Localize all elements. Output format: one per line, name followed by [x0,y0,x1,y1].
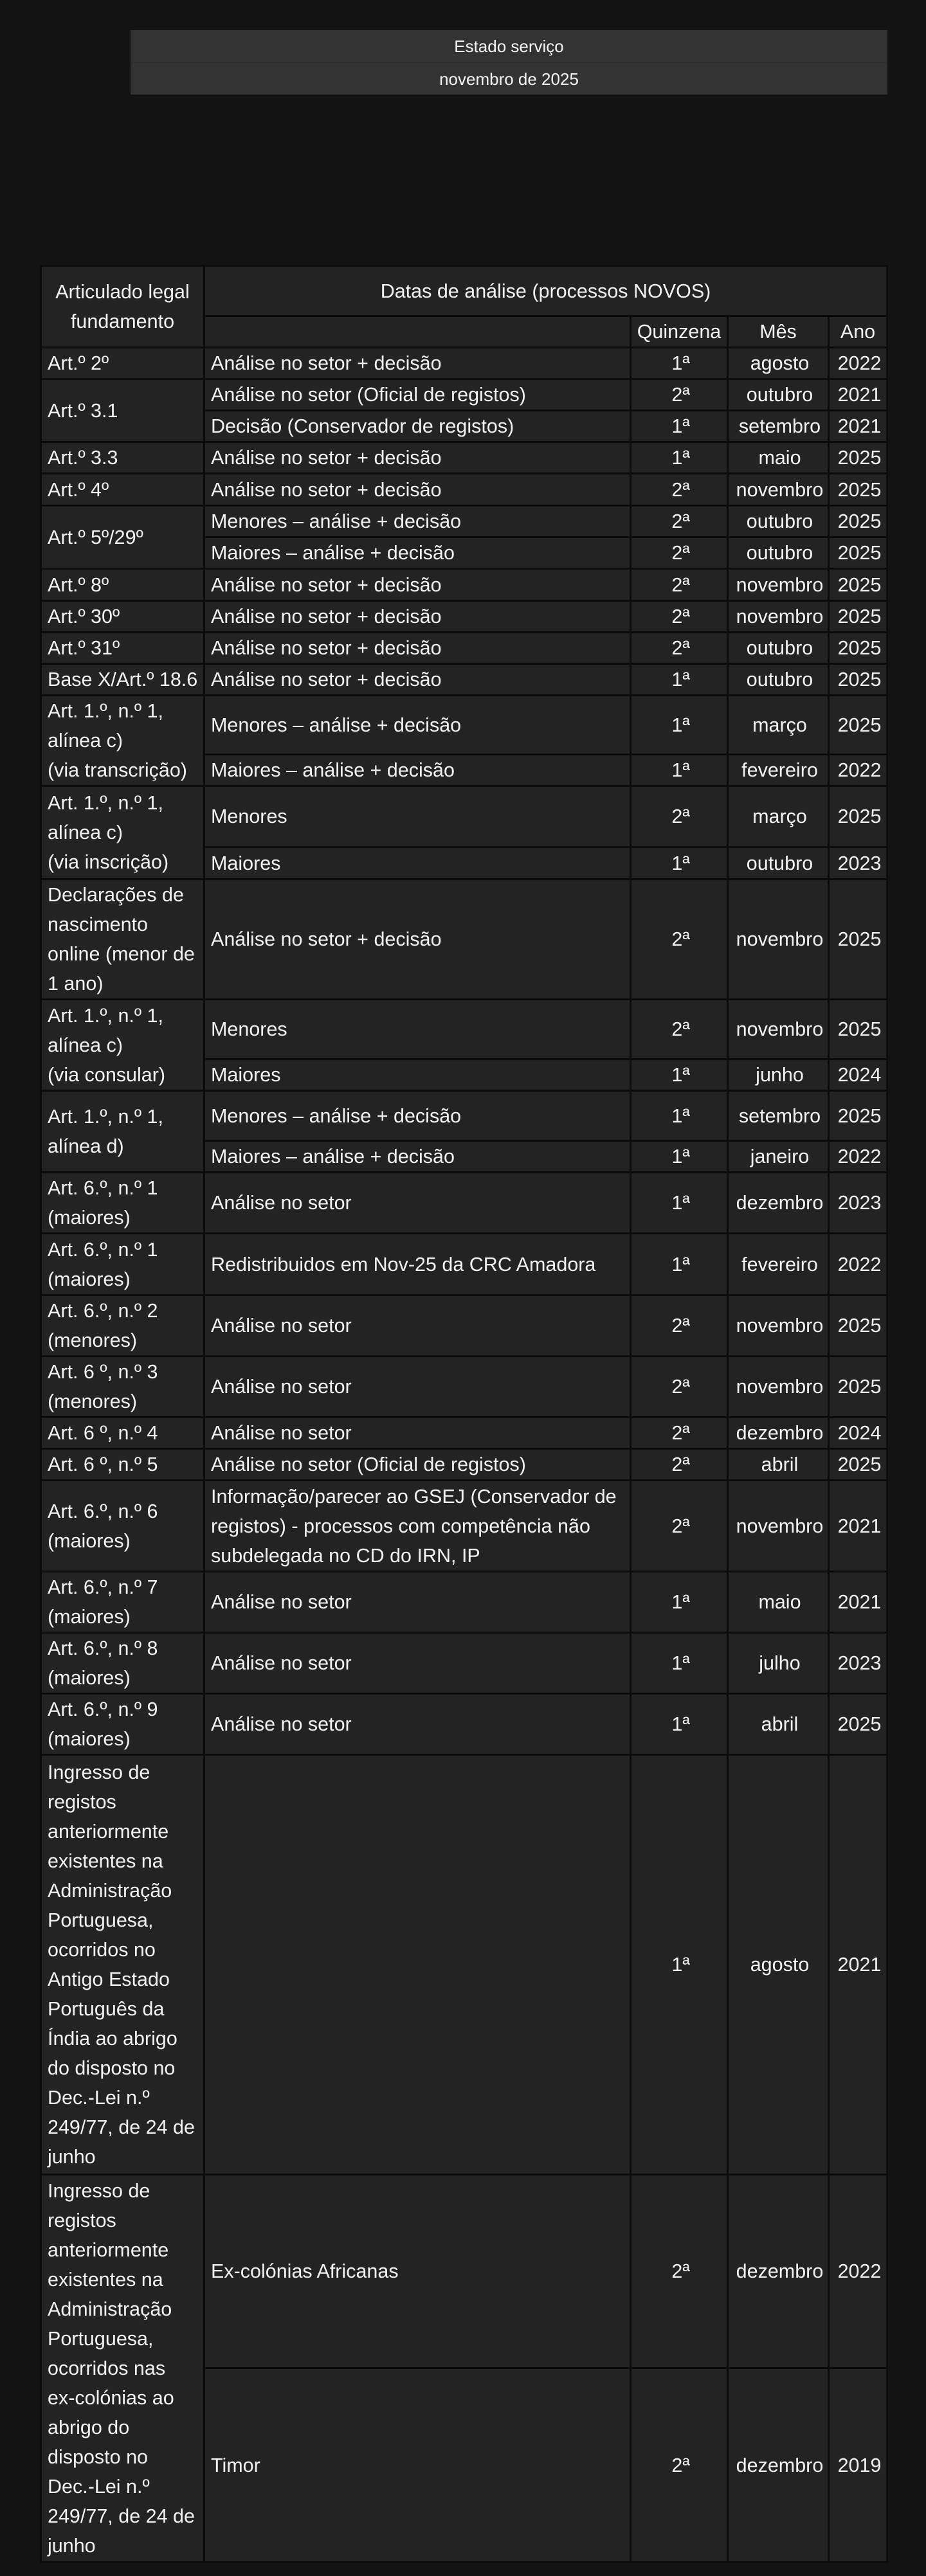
legal-basis-cell: Base X/Art.º 18.6 [42,665,203,694]
year-cell: 2021 [830,1481,886,1571]
legal-basis-cell: Art. 6.º, n.º 8 (maiores) [42,1634,203,1693]
description-cell: Maiores – análise + decisão [205,538,630,568]
year-cell: 2022 [830,1142,886,1171]
year-cell: 2025 [830,633,886,663]
fortnight-cell: 1ª [631,411,727,441]
table-row [42,380,886,410]
month-cell: novembro [729,880,828,998]
table-row [42,602,886,631]
fortnight-cell: 2ª [631,474,727,505]
description-cell: Análise no setor (Oficial de registos) [205,1450,630,1479]
table-row [42,1296,886,1355]
fortnight-cell: 1ª [631,1092,727,1140]
legal-basis-cell: Art.º 2º [42,348,203,378]
fortnight-cell: 2ª [631,507,727,536]
month-cell: novembro [729,1000,828,1058]
legal-basis-cell: Art. 6 º, n.º 4 [42,1418,203,1448]
legal-basis-cell: Art. 6 º, n.º 3 (menores) [42,1357,203,1416]
description-cell: Análise no setor + decisão [205,880,630,998]
table-row [42,348,886,378]
table-row [42,1756,886,2174]
month-cell: novembro [729,570,828,600]
description-cell: Análise no setor + decisão [205,348,630,378]
legal-basis-cell: Art.º 31º [42,633,203,663]
month-cell: maio [729,1572,828,1632]
month-cell: novembro [729,1296,828,1355]
table-row [42,880,886,998]
table-row [42,1695,886,1754]
year-cell: 2025 [830,443,886,473]
description-cell: Menores – análise + decisão [205,1092,630,1140]
legal-basis-cell: Art.º 30º [42,602,203,631]
fortnight-cell: 1ª [631,1634,727,1693]
table-row [42,665,886,694]
month-cell: abril [729,1695,828,1754]
month-cell: outubro [729,380,828,410]
year-cell: 2023 [830,848,886,878]
legal-basis-cell: Art.º 5º/29º [42,507,203,568]
fortnight-cell: 1ª [631,665,727,694]
month-cell: outubro [729,665,828,694]
description-cell: Análise no setor [205,1173,630,1232]
table-row [42,1000,886,1058]
month-cell: março [729,787,828,846]
table-row [42,570,886,600]
month-cell: julho [729,1634,828,1693]
legal-basis-cell: Art. 6.º, n.º 1 (maiores) [42,1173,203,1232]
table-row [42,1357,886,1416]
fortnight-cell: 1ª [631,1060,727,1090]
description-cell: Análise no setor + decisão [205,633,630,663]
legal-basis-cell: Art.º 4º [42,474,203,505]
year-cell: 2021 [830,411,886,441]
legal-basis-cell: Art. 1.º, n.º 1, alínea c) (via inscrição) [42,787,203,878]
month-cell: fevereiro [729,755,828,785]
month-cell: dezembro [729,1418,828,1448]
description-cell: Análise no setor + decisão [205,474,630,505]
year-cell: 2022 [830,1234,886,1294]
fortnight-cell: 2ª [631,380,727,410]
description-cell: Análise no setor (Oficial de registos) [205,380,630,410]
fortnight-cell: 1ª [631,1756,727,2174]
description-cell: Menores [205,787,630,846]
legal-basis-cell: Art. 6 º, n.º 5 [42,1450,203,1479]
month-cell: setembro [729,1092,828,1140]
fortnight-cell: 2ª [631,570,727,600]
description-cell: Análise no setor [205,1296,630,1355]
month-cell: outubro [729,633,828,663]
table-row [42,507,886,536]
description-cell [205,1756,630,2174]
month-cell: maio [729,443,828,473]
description-cell: Análise no setor + decisão [205,443,630,473]
year-cell: 2022 [830,2175,886,2367]
legal-basis-cell: Art. 6.º, n.º 9 (maiores) [42,1695,203,1754]
month-cell: dezembro [729,2369,828,2561]
year-cell: 2024 [830,1418,886,1448]
month-cell: outubro [729,848,828,878]
legal-basis-cell: Art. 1.º, n.º 1, alínea d) [42,1092,203,1171]
table-body [42,348,886,2561]
description-cell: Decisão (Conservador de registos) [205,411,630,441]
legal-basis-cell: Art. 1.º, n.º 1, alínea c) (via consular) [42,1000,203,1090]
table-row [42,1634,886,1693]
year-cell: 2025 [830,1450,886,1479]
description-cell: Menores – análise + decisão [205,696,630,753]
description-cell: Maiores [205,848,630,878]
fortnight-cell: 1ª [631,696,727,753]
year-cell: 2025 [830,1695,886,1754]
description-cell: Informação/parecer ao GSEJ (Conservador de registos) - processos com competência não subdelegada no CD do IRN, IP [205,1481,630,1571]
fortnight-cell: 1ª [631,1173,727,1232]
header-analysis-dates: Datas de análise (processos NOVOS) [205,267,886,315]
legal-basis-cell: Declarações de nascimento online (menor de 1 ano) [42,880,203,998]
fortnight-cell: 2ª [631,787,727,846]
year-cell: 2024 [830,1060,886,1090]
description-cell: Ex-colónias Africanas [205,2175,630,2367]
table-row [42,1173,886,1232]
table-row [42,1234,886,1294]
month-cell: novembro [729,602,828,631]
year-cell: 2025 [830,696,886,753]
description-cell: Análise no setor [205,1418,630,1448]
fortnight-cell: 2ª [631,1357,727,1416]
table-row [42,443,886,473]
month-cell: novembro [729,1481,828,1571]
month-cell: abril [729,1450,828,1479]
status-title: Estado serviço [454,37,564,56]
month-cell: março [729,696,828,753]
year-cell: 2025 [830,1000,886,1058]
fortnight-cell: 1ª [631,443,727,473]
description-cell: Análise no setor + decisão [205,570,630,600]
description-cell: Análise no setor [205,1634,630,1693]
fortnight-cell: 1ª [631,755,727,785]
header-blank [205,317,630,347]
month-cell: agosto [729,348,828,378]
description-cell: Menores [205,1000,630,1058]
description-cell: Timor [205,2369,630,2561]
fortnight-cell: 2ª [631,2175,727,2367]
table-row [42,696,886,753]
table-row [42,1481,886,1571]
status-header [131,30,887,95]
year-cell: 2025 [830,1357,886,1416]
month-cell: novembro [729,474,828,505]
fortnight-cell: 2ª [631,602,727,631]
fortnight-cell: 2ª [631,880,727,998]
fortnight-cell: 2ª [631,538,727,568]
table-row [42,1092,886,1140]
year-cell: 2025 [830,1296,886,1355]
fortnight-cell: 2ª [631,1418,727,1448]
year-cell: 2021 [830,380,886,410]
description-cell: Análise no setor + decisão [205,602,630,631]
year-cell: 2019 [830,2369,886,2561]
year-cell: 2025 [830,507,886,536]
header-fortnight: Quinzena [631,317,727,347]
year-cell: 2025 [830,602,886,631]
legal-basis-cell: Art. 6.º, n.º 7 (maiores) [42,1572,203,1632]
month-cell: dezembro [729,1173,828,1232]
year-cell: 2025 [830,880,886,998]
fortnight-cell: 1ª [631,1695,727,1754]
header-legal-basis: Articulado legal fundamento [42,267,203,347]
year-cell: 2025 [830,538,886,568]
legal-basis-cell: Art. 6.º, n.º 1 (maiores) [42,1234,203,1294]
year-cell: 2021 [830,1756,886,2174]
year-cell: 2025 [830,787,886,846]
fortnight-cell: 2ª [631,1000,727,1058]
description-cell: Maiores [205,1060,630,1090]
month-cell: junho [729,1060,828,1090]
analysis-dates-table [40,265,888,2563]
table-row [42,1450,886,1479]
year-cell: 2021 [830,1572,886,1632]
table-row [42,1572,886,1632]
legal-basis-cell: Art.º 3.3 [42,443,203,473]
description-cell: Menores – análise + decisão [205,507,630,536]
legal-basis-cell: Art. 6.º, n.º 6 (maiores) [42,1481,203,1571]
description-cell: Análise no setor + decisão [205,665,630,694]
month-cell: dezembro [729,2175,828,2367]
table-row [42,633,886,663]
description-cell: Análise no setor [205,1695,630,1754]
month-cell: novembro [729,1357,828,1416]
legal-basis-cell: Art.º 8º [42,570,203,600]
description-cell: Maiores – análise + decisão [205,1142,630,1171]
description-cell: Análise no setor [205,1357,630,1416]
legal-basis-cell: Art. 1.º, n.º 1, alínea c) (via transcrição) [42,696,203,785]
description-cell: Maiores – análise + decisão [205,755,630,785]
year-cell: 2023 [830,1634,886,1693]
month-cell: fevereiro [729,1234,828,1294]
year-cell: 2022 [830,755,886,785]
month-cell: agosto [729,1756,828,2174]
fortnight-cell: 1ª [631,348,727,378]
month-cell: setembro [729,411,828,441]
month-cell: outubro [729,538,828,568]
table-row [42,787,886,846]
year-cell: 2025 [830,1092,886,1140]
fortnight-cell: 2ª [631,633,727,663]
header-month: Mês [729,317,828,347]
month-cell: janeiro [729,1142,828,1171]
table-row [42,474,886,505]
fortnight-cell: 1ª [631,848,727,878]
fortnight-cell: 1ª [631,1234,727,1294]
year-cell: 2022 [830,348,886,378]
status-period: novembro de 2025 [131,62,887,95]
fortnight-cell: 2ª [631,1450,727,1479]
fortnight-cell: 1ª [631,1572,727,1632]
table-row [42,1418,886,1448]
description-cell: Análise no setor [205,1572,630,1632]
legal-basis-cell: Art. 6.º, n.º 2 (menores) [42,1296,203,1355]
legal-basis-cell: Ingresso de registos anteriormente existentes na Administração Portuguesa, ocorridos no Antigo Estado Português da Índia ao abrigo do disposto no Dec.-Lei n.º 249/77, de 24 de junho [42,1756,203,2174]
year-cell: 2023 [830,1173,886,1232]
year-cell: 2025 [830,570,886,600]
legal-basis-cell: Ingresso de registos anteriormente existentes na Administração Portuguesa, ocorridos nas ex-colónias ao abrigo do disposto no Dec.-Lei n.º 249/77, de 24 de junho [42,2175,203,2561]
year-cell: 2025 [830,665,886,694]
fortnight-cell: 2ª [631,1481,727,1571]
legal-basis-cell: Art.º 3.1 [42,380,203,441]
month-cell: outubro [729,507,828,536]
header-year: Ano [830,317,886,347]
table-row [42,2175,886,2367]
description-cell: Redistribuidos em Nov-25 da CRC Amadora [205,1234,630,1294]
year-cell: 2025 [830,474,886,505]
fortnight-cell: 2ª [631,1296,727,1355]
fortnight-cell: 1ª [631,1142,727,1171]
fortnight-cell: 2ª [631,2369,727,2561]
